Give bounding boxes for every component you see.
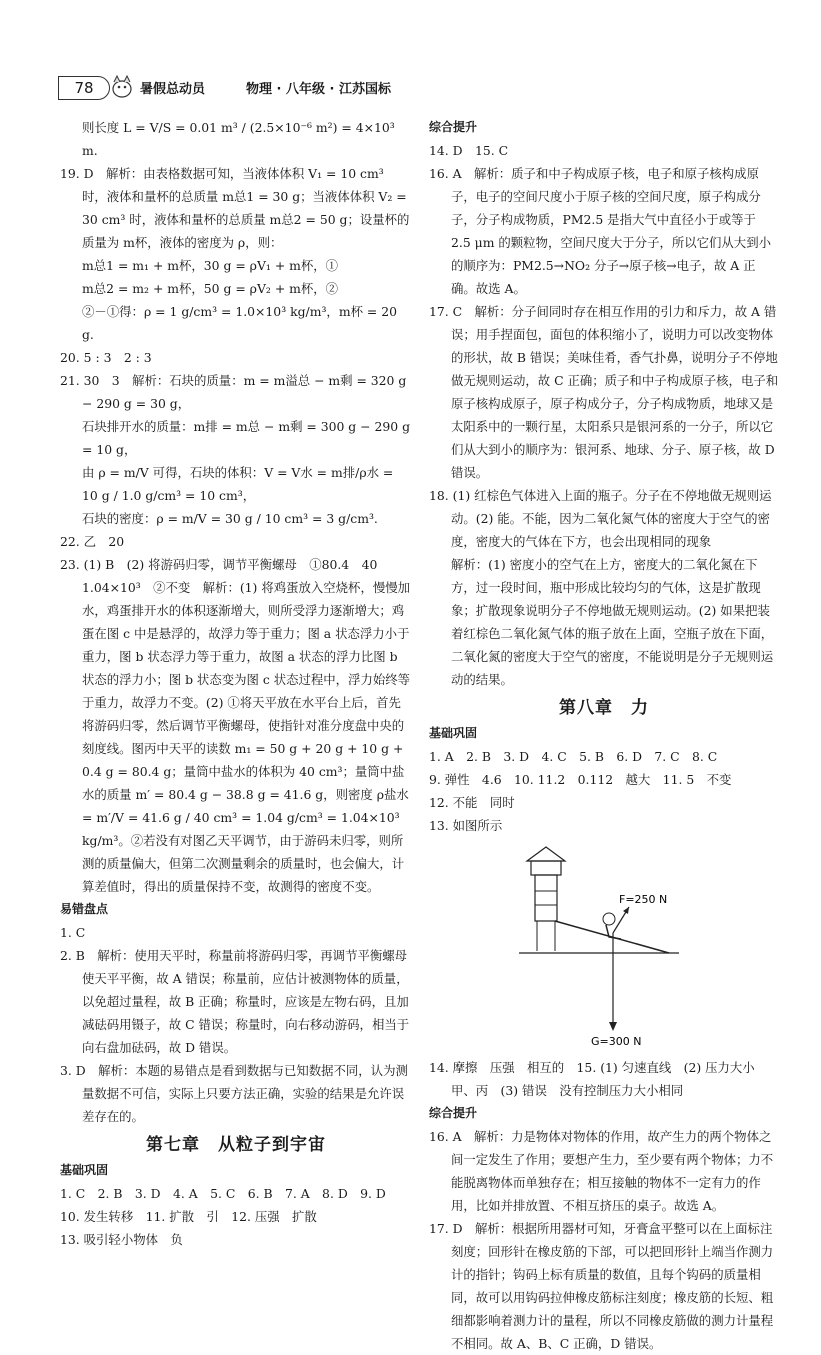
- section-heading: 基础巩固: [429, 726, 478, 740]
- answer-18-analysis: 解析：(1) 密度小的空气在上方，密度大的二氧化氮在下方，过一段时间，瓶中形成比较均匀的气体，这是扩散现象；扩散现象说明分子不停地做无规则运动。(2) 如果把装着红棕色二氧化氮气体的瓶子放在上面，空瓶子放在下面，二氧化氮的密度大于空气的密度，不能说明是分子无规则运动的结果。: [451, 557, 774, 687]
- right-column: [429, 116, 779, 1355]
- answer-16b: 16. A 解析：力是物体对物体的作用，故产生力的两个物体之间一定发生了作用；要想产生力，至少要有两个物体；力不能脱离物体而单独存在；相互接触的物体不一定有力的作用，比如并排放置、不相互挤压的桌子。故选 A。: [429, 1129, 774, 1213]
- book-title: 暑假总动员: [140, 82, 206, 97]
- answer-row: 14. D 15. C: [429, 143, 509, 158]
- answer-17b: 17. D 解析：根据所用器材可知，牙膏盒平整可以在上面标注刻度；回形针在橡皮筋的下部，可以把回形针上端当作测力计的指针；钩码上标有质量的数值，且每个钩码的质量相同，故可以用钩码拉伸橡皮筋标注刻度；橡皮筋的长短、粗细都影响着测力计的量程，所以不同橡皮筋做的测力计量程不相同。故 A、B、C 正确，D 错误。: [429, 1221, 774, 1351]
- answer-row: 10. 发生转移 11. 扩散 引 12. 压强 扩散: [60, 1209, 317, 1224]
- answer-21: 21. 30 3 解析：石块的质量：m = m溢总 − m剩 = 320 g − 290 g = 30 g，: [60, 373, 407, 411]
- equation-result: ②－①得：ρ = 1 g/cm³ = 1.0×10³ kg/m³，m杯 = 20 g.: [82, 304, 397, 342]
- section-heading: 易错盘点: [60, 902, 109, 916]
- answer-row: 13. 如图所示: [429, 818, 503, 833]
- answer-text: 则长度 L = V/S = 0.01 m³ / (2.5×10⁻⁶ m²) = 4×10³ m.: [82, 120, 395, 158]
- answer-19: 19. D 解析：由表格数据可知，当液体体积 V₁ = 10 cm³ 时，液体和量杯的总质量 m总1 = 30 g；当液体体积 V₂ = 30 cm³ 时，液体和量杯的总质量 m总2 = 50 g；设量杯的质量为 m杯，液体的密度为 ρ，则：: [60, 166, 410, 250]
- answer-1: 1. C: [60, 925, 86, 940]
- answer-2: 2. B 解析：使用天平时，称量前将游码归零，再调节平衡螺母使天平平衡，故 A 错误；称量前，应估计被测物体的质量，以免超过量程，故 B 正确；称量时，应该是左物右码，且加减砝码用镊子，故 C 错误；称量时，向右移动游码，相当于向右盘加砝码，故 D 错误。: [60, 948, 410, 1055]
- answer-14: 14. 摩擦 压强 相互的 15. (1) 匀速直线 (2) 压力大小 甲、丙 (3) 错误 没有控制压力大小相同: [429, 1060, 768, 1098]
- answer-row: 9. 弹性 4.6 10. 11.2 0.112 越大 11. 5 不变: [429, 772, 732, 787]
- slide-diagram: [509, 841, 699, 1051]
- answer-row: 1. A 2. B 3. D 4. C 5. B 6. D 7. C 8. C: [429, 749, 718, 764]
- section-heading: 基础巩固: [60, 1163, 109, 1177]
- chapter-heading: 第八章 力: [559, 698, 649, 718]
- answer-row: 1. C 2. B 3. D 4. A 5. C 6. B 7. A 8. D 9. D: [60, 1186, 386, 1201]
- answer-21-line: 由 ρ = m/V 可得，石块的体积：V = V水 = m排/ρ水 = 10 g / 1.0 g/cm³ = 10 cm³，: [82, 465, 394, 503]
- equation-2: m总2 = m₂ + m杯，50 g = ρV₂ + m杯，②: [82, 281, 339, 296]
- force-diagram: [429, 841, 779, 1056]
- answer-23: 23. (1) B (2) 将游码归零，调节平衡螺母 ①80.4 40 1.04×10³ ②不变 解析：(1) 将鸡蛋放入空烧杯，慢慢加水，鸡蛋排开水的体积逐渐增大，则所受浮力逐渐增大；鸡蛋在图 c 中是悬浮的，故浮力等于重力；图 a 状态浮力小于重力，图 b 状态浮力等于重力，故图 a 状态的浮力比图 b 状态的浮力小；图 b 状态变为图 c 状态过程中，浮力始终等于重力，故浮力不变。(2) ①将天平放在水平台上后，首先将游码归零，然后调节平衡螺母，使指针对准分度盘中央的刻度线。图丙中天平的读数 m₁ = 50 g + 20 g + 10 g + 0.4 g = 80.4 g；量筒中盐水的体积为 40 cm³；量筒中盐水的质量 m′ = 80.4 g − 38.8 g = 41.6 g，则密度 ρ盐水 = m′/V = 41.6 g / 40 cm³ = 1.04 g/cm³ = 1.04×10³ kg/m³。②若没有对图乙天平调节，由于游码未归零，则所测的质量偏大，但第二次测量剩余的质量时，也会偏大，计算差值时，得出的质量保持不变，故测得的密度不变。: [60, 557, 411, 894]
- answer-21-line: 石块排开水的质量：m排 = m总 − m剩 = 300 g − 290 g = 10 g，: [82, 419, 411, 457]
- section-heading: 综合提升: [429, 1106, 478, 1120]
- page-header: [58, 76, 478, 102]
- answer-row: 12. 不能 同时: [429, 795, 515, 810]
- left-column: [60, 116, 412, 1251]
- chapter-heading: 第七章 从粒子到宇宙: [146, 1135, 326, 1155]
- section-heading: 综合提升: [429, 120, 478, 134]
- page-number: 78: [58, 76, 110, 100]
- mascot-icon: [108, 74, 136, 100]
- answer-16: 16. A 解析：质子和中子构成原子核，电子和原子核构成原子，电子的空间尺度小于原子核的空间尺度，原子构成分子，分子构成物质，PM2.5 是指大气中直径小于或等于 2.5 μm 的颗粒物，空间尺度大于分子，所以它们从大到小的顺序为：PM2.5→NO₂ 分子→原子核→电子，故 A 正确。故选 A。: [429, 166, 771, 296]
- answer-3: 3. D 解析：本题的易错点是看到数据与已知数据不同，认为测量数据不可信，实际上只要方法正确，实验的结果是允许误差存在的。: [60, 1063, 408, 1124]
- gravity-label: G=300 N: [591, 1035, 642, 1048]
- answer-18: 18. (1) 红棕色气体进入上面的瓶子。分子在不停地做无规则运动。(2) 能。不能，因为二氧化氮气体的密度大于空气的密度，密度大的气体在下方，也会出现相同的现象: [429, 488, 772, 549]
- subject-label: 物理 · 八年级 · 江苏国标: [246, 82, 391, 97]
- equation-1: m总1 = m₁ + m杯，30 g = ρV₁ + m杯，①: [82, 258, 339, 273]
- answer-20: 20. 5 : 3 2 : 3: [60, 350, 152, 365]
- answer-17: 17. C 解析：分子间同时存在相互作用的引力和斥力，故 A 错误；用手捏面包，面包的体积缩小了，说明力可以改变物体的形状，故 B 错误；美味佳肴，香气扑鼻，说明分子不停地做无规则运动，故 C 正确；质子和中子构成原子核，电子和原子核构成原子，原子构成分子，分子构成物质，地球又是太阳系中的一颗行星，太阳系只是银河系的一分子，所以它们从大到小的顺序为：银河系、地球、分子、原子核，故 D 错误。: [429, 304, 779, 480]
- force-label: F=250 N: [619, 893, 668, 906]
- answer-row: 13. 吸引轻小物体 负: [60, 1232, 183, 1247]
- answer-22: 22. 乙 20: [60, 534, 125, 549]
- answer-21-line: 石块的密度：ρ = m/V = 30 g / 10 cm³ = 3 g/cm³.: [82, 511, 378, 526]
